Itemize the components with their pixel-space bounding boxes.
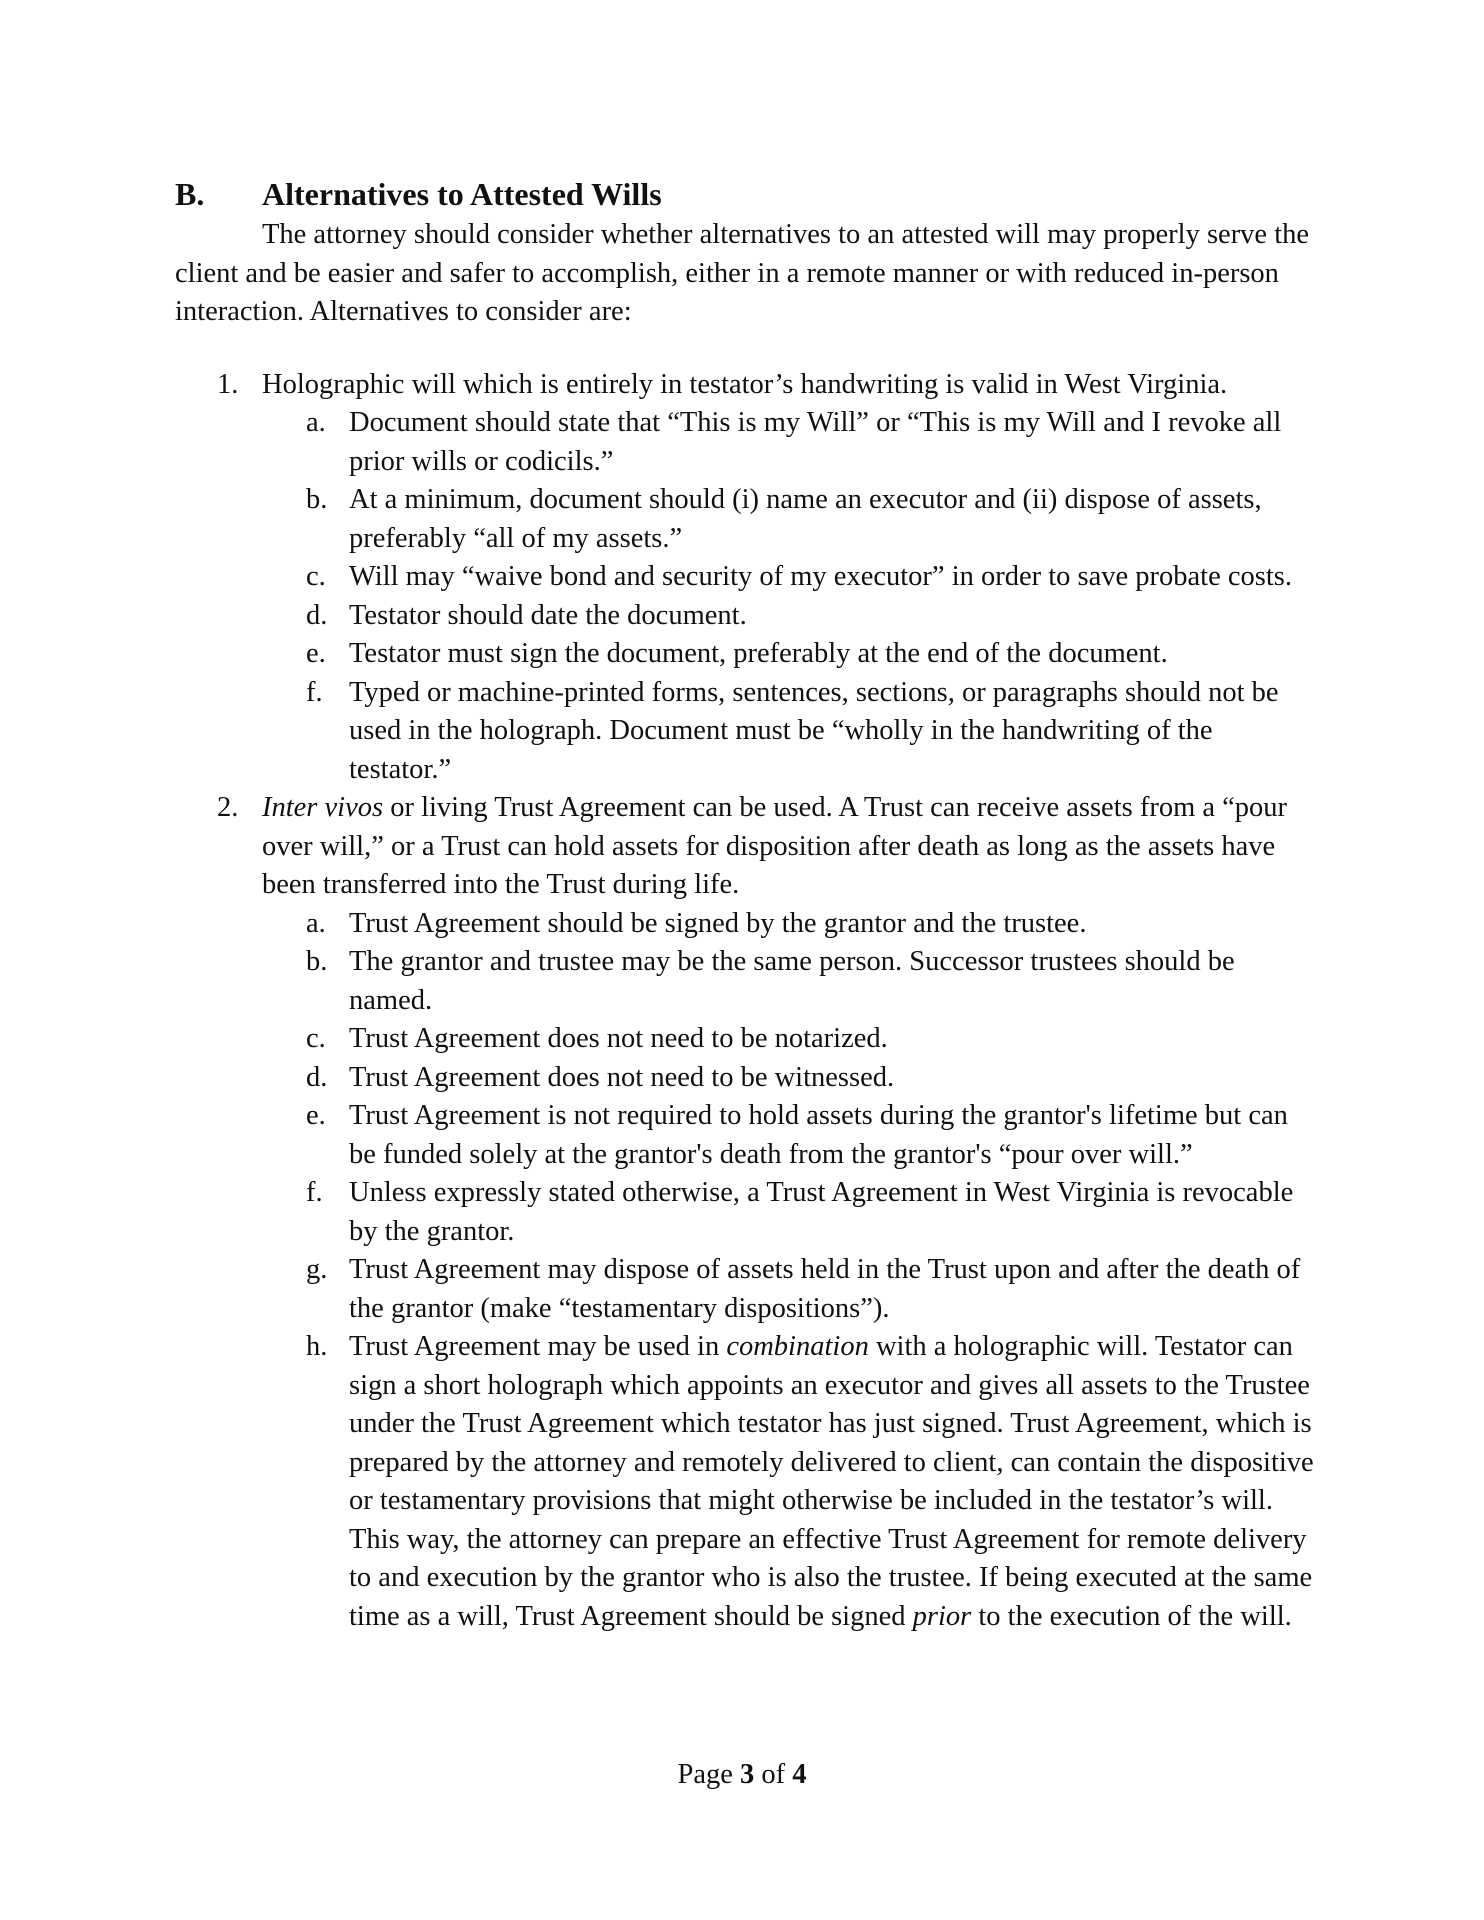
section-number: B. <box>175 176 205 212</box>
list-item-holographic-will <box>175 366 1320 790</box>
sub-marker: c. <box>306 561 326 592</box>
sub-item-text: The grantor and trustee may be the same person. Successor trustees should be named. <box>349 946 1235 1016</box>
sub-item <box>262 1097 1320 1174</box>
sub-item-text: Trust Agreement should be signed by the grantor and the trustee. <box>349 907 1087 939</box>
sub-marker: e. <box>306 638 326 669</box>
sub-item <box>262 1251 1320 1328</box>
sub-item <box>262 481 1320 558</box>
sub-item <box>262 404 1320 481</box>
page-body <box>175 172 1320 1636</box>
sub-item <box>262 597 1320 636</box>
sub-item <box>262 674 1320 790</box>
sub-marker: f. <box>306 676 323 708</box>
sub-item-text: Will may “waive bond and security of my executor” in order to save probate costs. <box>349 561 1293 592</box>
sub-item-text: Trust Agreement does not need to be notarized. <box>349 1023 888 1054</box>
alternatives-list <box>175 366 1320 1637</box>
page-footer <box>0 1756 1484 1794</box>
sub-item-italic: combination <box>726 1331 869 1362</box>
footer-prefix: Page <box>677 1759 741 1790</box>
list-item-italic-text: Inter vivos <box>262 792 384 823</box>
section-title: Alternatives to Attested Wills <box>262 176 662 212</box>
holographic-subitems <box>262 404 1320 789</box>
sub-marker: d. <box>306 599 328 631</box>
intro-paragraph: The attorney should consider whether alternatives to an attested will may properly serve the client and be easier and safer to accomplish, either in a remote manner or with reduced in-person interaction. Alternatives to consider are: <box>175 219 1310 327</box>
sub-item <box>262 1020 1320 1059</box>
sub-marker: a. <box>306 907 326 939</box>
sub-marker: h. <box>306 1331 328 1362</box>
list-item-text: or living Trust Agreement can be used. A Trust can receive assets from a “pour over will,” or a Trust can hold assets for disposition after death as long as the assets have been transferred into the Trust during life. <box>262 792 1288 900</box>
sub-item <box>262 1328 1320 1636</box>
list-item-text: Holographic will which is entirely in testator’s handwriting is valid in West Virginia. <box>262 368 1228 400</box>
sub-item <box>262 1174 1320 1251</box>
sub-item-text: Testator must sign the document, preferably at the end of the document. <box>349 638 1168 669</box>
list-item-trust-agreement <box>175 789 1320 1636</box>
trust-subitems <box>262 905 1320 1637</box>
sub-item <box>262 905 1320 944</box>
list-marker: 2. <box>217 792 239 823</box>
sub-item <box>262 635 1320 674</box>
sub-item-italic: prior <box>912 1600 972 1632</box>
sub-item-text: Trust Agreement is not required to hold assets during the grantor's lifetime but can be funded solely at the grantor's death from the grantor's “pour over will.” <box>349 1100 1288 1170</box>
sub-marker: f. <box>306 1177 323 1208</box>
section-heading <box>175 172 1320 216</box>
sub-marker: a. <box>306 407 326 438</box>
sub-marker: d. <box>306 1061 328 1093</box>
total-pages-number: 4 <box>792 1759 807 1790</box>
spacer <box>175 332 1320 366</box>
sub-item-text: Trust Agreement may be used in <box>349 1331 727 1362</box>
sub-item-text: Trust Agreement does not need to be witnessed. <box>349 1061 895 1093</box>
sub-item <box>262 943 1320 1020</box>
sub-marker: b. <box>306 484 328 515</box>
sub-item-text: Typed or machine-printed forms, sentences, sections, or paragraphs should not be used in the holograph. Document must be “wholly in the handwriting of the testator.” <box>349 676 1279 785</box>
current-page-number: 3 <box>740 1759 755 1790</box>
sub-item-text: Document should state that “This is my Will” or “This is my Will and I revoke all prior wills or codicils.” <box>349 407 1282 477</box>
sub-item-text: Trust Agreement may dispose of assets held in the Trust upon and after the death of the grantor (make “testamentary dispositions”). <box>349 1254 1301 1324</box>
sub-item-text: with a holographic will. Testator can sign a short holograph which appoints an executor and gives all assets to the Trustee under the Trust Agreement which testator has just signed. Trust Agreement, which is prepared by the attorney and remotely delivered to client, can contain the dispositive or testamentary provisions that might otherwise be included in the testator’s will. This way, the attorney can prepare an effective Trust Agreement for remote delivery to and execution by the grantor who is also the trustee. If being executed at the same time as a will, Trust Agreement should be signed <box>349 1331 1314 1632</box>
sub-item-text: Testator should date the document. <box>349 599 747 631</box>
footer-of: of <box>754 1759 793 1790</box>
sub-item-text: Unless expressly stated otherwise, a Trust Agreement in West Virginia is revocable by the grantor. <box>349 1177 1294 1247</box>
sub-item <box>262 558 1320 597</box>
sub-marker: g. <box>306 1254 328 1285</box>
sub-marker: b. <box>306 946 328 977</box>
list-marker: 1. <box>217 368 239 400</box>
sub-item <box>262 1059 1320 1098</box>
sub-item-text: to the execution of the will. <box>971 1600 1292 1632</box>
sub-marker: e. <box>306 1100 326 1131</box>
sub-marker: c. <box>306 1023 326 1054</box>
sub-item-text: At a minimum, document should (i) name an executor and (ii) dispose of assets, preferably “all of my assets.” <box>349 484 1262 554</box>
